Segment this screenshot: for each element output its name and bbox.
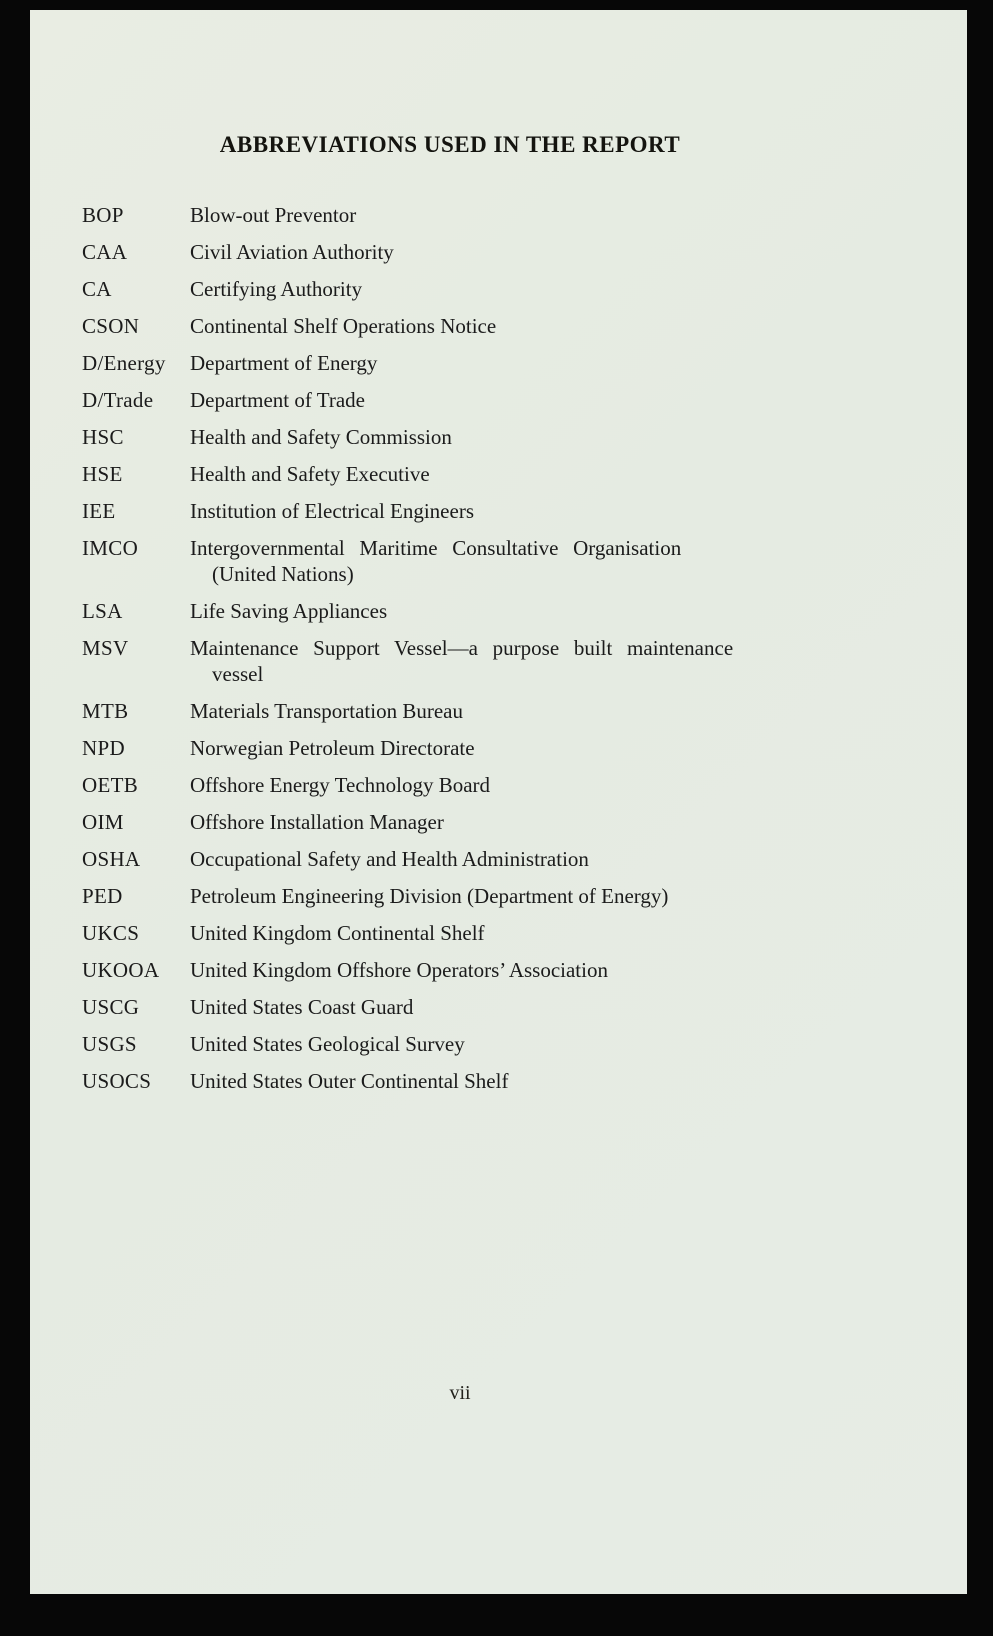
abbreviation-definition-line1: Certifying Authority <box>190 277 363 301</box>
abbreviation-definition-line1: Civil Aviation Authority <box>190 240 394 264</box>
abbreviation-definition <box>190 202 822 228</box>
abbreviation-definition-line1: United States Outer Continental Shelf <box>190 1069 509 1093</box>
abbreviation-row <box>82 772 822 798</box>
abbreviation-row <box>82 635 822 687</box>
abbreviation-term: IEE <box>82 499 116 523</box>
abbreviation-term: USCG <box>82 995 140 1019</box>
abbreviation-row <box>82 920 822 946</box>
abbreviation-row <box>82 883 822 909</box>
abbreviation-definition-line1: Department of Trade <box>190 388 365 412</box>
abbreviation-term: CSON <box>82 314 140 338</box>
abbreviation-row <box>82 1031 822 1057</box>
abbreviation-definition <box>190 920 822 946</box>
abbreviation-definition <box>190 276 822 302</box>
abbreviation-row <box>82 276 822 302</box>
abbreviation-definition <box>190 313 822 339</box>
abbreviation-definition <box>190 635 822 687</box>
abbreviation-term: OSHA <box>82 847 141 871</box>
abbreviation-row <box>82 313 822 339</box>
abbreviation-definition <box>190 598 822 624</box>
page-title: ABBREVIATIONS USED IN THE REPORT <box>219 132 681 157</box>
abbreviation-definition-line1: United Kingdom Continental Shelf <box>190 921 485 945</box>
abbreviation-definition <box>190 957 822 983</box>
abbreviation-definition-line1: Health and Safety Commission <box>190 425 452 449</box>
abbreviation-term: CA <box>82 277 112 301</box>
abbreviation-definition-line1: Life Saving Appliances <box>190 599 388 623</box>
abbreviation-row <box>82 424 822 450</box>
abbreviation-row <box>82 387 822 413</box>
abbreviation-row <box>82 994 822 1020</box>
document-page <box>30 10 967 1594</box>
abbreviation-definition-line1: Norwegian Petroleum Directorate <box>190 736 475 760</box>
abbreviation-row <box>82 957 822 983</box>
abbreviation-definition-line1: United Kingdom Offshore Operators’ Association <box>190 958 608 982</box>
abbreviation-definition <box>190 498 822 524</box>
abbreviation-term: BOP <box>82 203 124 227</box>
abbreviation-row <box>82 809 822 835</box>
abbreviation-definition-line1: Petroleum Engineering Division (Department of Energy) <box>190 884 669 908</box>
abbreviation-term: PED <box>82 884 123 908</box>
abbreviation-row <box>82 239 822 265</box>
abbreviation-row <box>82 461 822 487</box>
abbreviation-term: USOCS <box>82 1069 152 1093</box>
abbreviation-definition <box>190 994 822 1020</box>
abbreviation-definition-line1: Continental Shelf Operations Notice <box>190 314 497 338</box>
abbreviation-definition <box>190 461 822 487</box>
abbreviation-definition-line1: Maintenance Support Vessel—a purpose built maintenance <box>190 636 734 660</box>
abbreviation-term: USGS <box>82 1032 137 1056</box>
abbreviation-term: D/Energy <box>82 351 166 375</box>
abbreviation-definition <box>190 535 822 587</box>
abbreviation-row <box>82 846 822 872</box>
abbreviation-definition <box>190 1031 822 1057</box>
abbreviation-definition <box>190 883 822 909</box>
abbreviation-definition-line1: Offshore Energy Technology Board <box>190 773 491 797</box>
abbreviation-definition <box>190 350 822 376</box>
abbreviation-term: CAA <box>82 240 128 264</box>
abbreviation-row <box>82 202 822 228</box>
abbreviation-definition <box>190 809 822 835</box>
page-number: vii <box>449 1382 471 1404</box>
abbreviation-definition <box>190 424 822 450</box>
abbreviation-definition-line1: Department of Energy <box>190 351 378 375</box>
abbreviation-term: HSC <box>82 425 124 449</box>
abbreviation-term: UKCS <box>82 921 140 945</box>
abbreviation-definition-line1: Institution of Electrical Engineers <box>190 499 474 523</box>
abbreviation-term: MSV <box>82 636 129 660</box>
abbreviation-definition <box>190 772 822 798</box>
abbreviation-definition-line1: Blow-out Preventor <box>190 203 357 227</box>
abbreviation-term: MTB <box>82 699 129 723</box>
abbreviation-term: NPD <box>82 736 125 760</box>
abbreviation-definition-line1: Materials Transportation Bureau <box>190 699 463 723</box>
abbreviation-term: UKOOA <box>82 958 160 982</box>
abbreviation-definition-line2: vessel <box>212 662 264 686</box>
abbreviation-list <box>82 202 822 1094</box>
abbreviation-definition-line1: United States Geological Survey <box>190 1032 465 1056</box>
abbreviation-row <box>82 698 822 724</box>
abbreviation-definition-line1: Intergovernmental Maritime Consultative Organisation <box>190 536 682 560</box>
abbreviation-definition <box>190 735 822 761</box>
abbreviation-definition-line1: Occupational Safety and Health Administration <box>190 847 589 871</box>
abbreviation-row <box>82 535 822 587</box>
abbreviation-definition <box>190 846 822 872</box>
abbreviation-term: OIM <box>82 810 124 834</box>
abbreviation-term: D/Trade <box>82 388 154 412</box>
abbreviation-term: LSA <box>82 599 123 623</box>
abbreviation-definition-line1: Offshore Installation Manager <box>190 810 444 834</box>
abbreviation-definition-line1: Health and Safety Executive <box>190 462 430 486</box>
abbreviation-row <box>82 498 822 524</box>
abbreviation-definition <box>190 239 822 265</box>
abbreviation-term: HSE <box>82 462 123 486</box>
abbreviation-definition <box>190 387 822 413</box>
abbreviation-row <box>82 350 822 376</box>
abbreviation-definition <box>190 1068 822 1094</box>
abbreviation-definition-line1: United States Coast Guard <box>190 995 414 1019</box>
abbreviation-definition <box>190 698 822 724</box>
abbreviation-definition-line2: (United Nations) <box>212 562 354 586</box>
abbreviation-row <box>82 1068 822 1094</box>
abbreviation-term: IMCO <box>82 536 139 560</box>
abbreviation-row <box>82 735 822 761</box>
abbreviation-term: OETB <box>82 773 139 797</box>
abbreviation-row <box>82 598 822 624</box>
